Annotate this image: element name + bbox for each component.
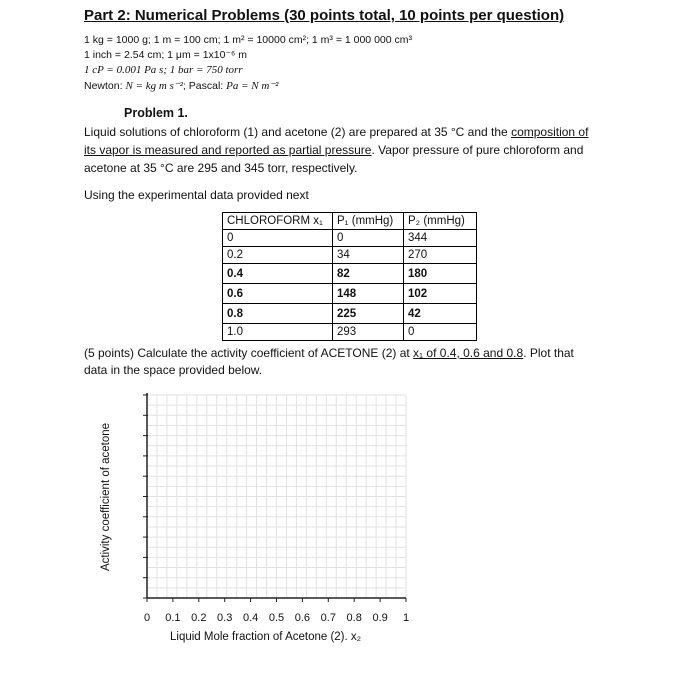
newton-label: Newton: bbox=[84, 80, 126, 92]
pascal-label: ; Pascal: bbox=[182, 80, 227, 92]
table-cell: 0 bbox=[333, 230, 404, 247]
problem-text-2a: its vapor is measured and reported as partial pressure bbox=[84, 143, 372, 157]
table-cell: 180 bbox=[404, 264, 477, 284]
y-axis-label: Activity coefficient of acetone bbox=[100, 422, 112, 572]
x-tick-label: 0.9 bbox=[372, 612, 388, 624]
table-header-cell: CHLOROFORM x₁ bbox=[223, 213, 333, 230]
problem-text-line-3: acetone at 35 °C are 295 and 345 torr, respectively. bbox=[84, 161, 358, 175]
x-tick-label: 0.2 bbox=[191, 612, 207, 624]
data-intro: Using the experimental data provided next bbox=[84, 188, 309, 202]
pascal-formula: Pa = N m⁻² bbox=[226, 80, 279, 92]
x-tick-label: 0.1 bbox=[165, 612, 181, 624]
table-header-cell: P₂ (mmHg) bbox=[404, 213, 477, 230]
table-cell: 0.4 bbox=[223, 264, 333, 284]
table-cell: 82 bbox=[333, 264, 404, 284]
x-tick-label: 0.6 bbox=[294, 612, 311, 624]
x-tick-label: 0.8 bbox=[346, 612, 362, 624]
table-cell: 344 bbox=[404, 230, 477, 247]
table-cell: 102 bbox=[404, 284, 477, 304]
problem-text-2b: . Vapor pressure of pure chloroform and bbox=[371, 143, 584, 157]
question-text-1a: (5 points) Calculate the activity coefficient of ACETONE (2) at bbox=[84, 346, 414, 360]
table-cell: 34 bbox=[333, 247, 404, 264]
x-tick-label: 0.7 bbox=[320, 612, 336, 624]
table-cell: 225 bbox=[333, 304, 404, 324]
x-tick-label: 0.5 bbox=[268, 612, 285, 624]
x-tick-label: 1 bbox=[402, 612, 410, 624]
x-tick-label: 0.3 bbox=[217, 612, 233, 624]
table-cell: 0 bbox=[404, 324, 477, 341]
question-text-1b: x₁ of 0.4, 0.6 and 0.8 bbox=[413, 346, 524, 360]
plot-grid bbox=[147, 395, 406, 598]
table-cell: 293 bbox=[333, 324, 404, 341]
table-cell: 0 bbox=[223, 230, 333, 247]
problem-text-1b: composition of bbox=[511, 125, 589, 139]
x-tick-label: 0.4 bbox=[242, 612, 259, 624]
problem-title: Problem 1. bbox=[124, 106, 188, 120]
table-cell: 0.8 bbox=[223, 304, 333, 324]
table-cell: 270 bbox=[404, 247, 477, 264]
table-cell: 148 bbox=[333, 284, 404, 304]
table-header-cell: P₁ (mmHg) bbox=[333, 213, 404, 230]
table-cell: 42 bbox=[404, 304, 477, 324]
unit-conversions-line-3: 1 cP = 0.001 Pa s; 1 bar = 750 torr bbox=[84, 64, 243, 76]
table-cell: 0.2 bbox=[223, 247, 333, 264]
question-line-2: data in the space provided below. bbox=[84, 363, 263, 377]
x-tick-label: 0 bbox=[143, 612, 151, 624]
section-heading: Part 2: Numerical Problems (30 points total, 10 points per question) bbox=[84, 7, 565, 24]
table-cell: 0.6 bbox=[223, 284, 333, 304]
unit-conversions-line-2: 1 inch = 2.54 cm; 1 μm = 1x10⁻⁶ m bbox=[84, 49, 247, 61]
x-axis-label: Liquid Mole fraction of Acetone (2). x₂ bbox=[170, 631, 362, 643]
problem-text-1a: Liquid solutions of chloroform (1) and acetone (2) are prepared at 35 °C and the bbox=[84, 125, 512, 139]
newton-formula: N = kg m s⁻² bbox=[125, 80, 183, 92]
question-text-1c: . Plot that bbox=[523, 346, 574, 360]
table-cell: 1.0 bbox=[223, 324, 333, 341]
unit-conversions-line-1: 1 kg = 1000 g; 1 m = 100 cm; 1 m² = 10000 cm²; 1 m³ = 1 000 000 cm³ bbox=[84, 34, 412, 46]
